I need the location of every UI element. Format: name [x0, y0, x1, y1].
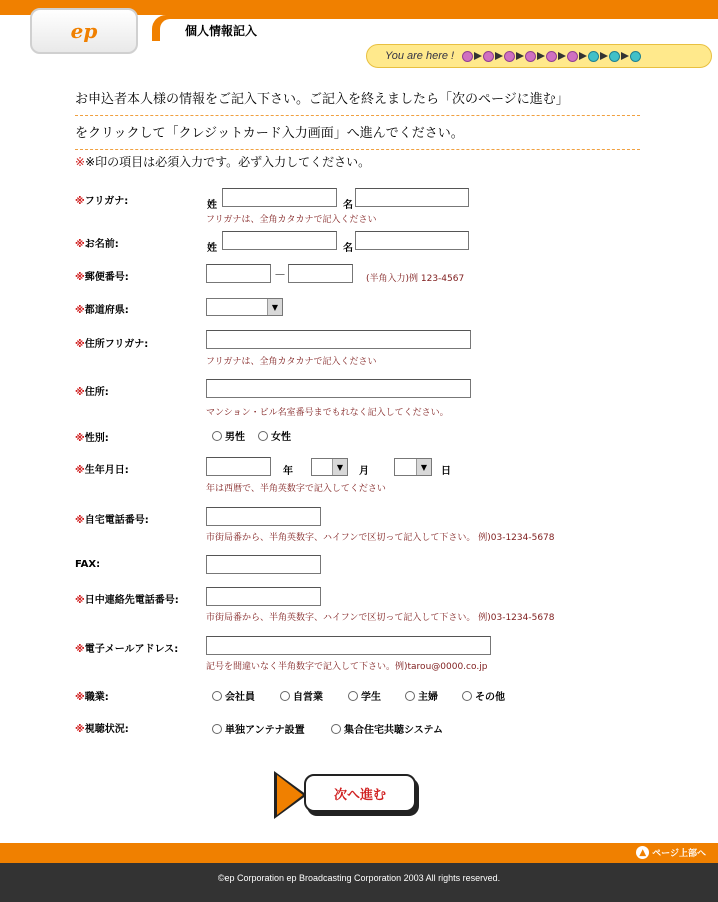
step-dot-2 — [483, 51, 494, 62]
arrow-up-icon: ▲ — [636, 846, 649, 859]
addr-kana-hint: フリガナは、全角カタカナで記入ください — [206, 357, 377, 367]
page-title: 個人情報記入 — [185, 24, 258, 38]
chevron-down-icon[interactable]: ▼ — [416, 459, 431, 475]
fax-label: FAX: — [75, 559, 101, 570]
intro-line-2: をクリックして「クレジットカード入力画面」へ進んでください。 — [75, 124, 640, 150]
addr-kana-label: ※住所フリガナ: — [75, 339, 149, 350]
radio-female[interactable] — [258, 431, 268, 441]
radio-housewife[interactable] — [405, 691, 415, 701]
progress-breadcrumb — [366, 44, 712, 68]
job-option-housewife[interactable]: 主婦 — [405, 688, 438, 703]
intro-text — [75, 90, 640, 158]
zip-hint: (半角入力)例 123-4567 — [366, 274, 465, 284]
addr-label: ※住所: — [75, 387, 109, 398]
job-option-self-employed[interactable]: 自営業 — [280, 688, 323, 703]
step-dot-4 — [525, 51, 536, 62]
radio-male[interactable] — [212, 431, 222, 441]
next-button-label[interactable]: 次へ進む — [304, 774, 416, 812]
addr-input[interactable] — [206, 379, 471, 398]
gender-option-male[interactable]: 男性 — [212, 428, 245, 443]
zip-first-input[interactable] — [206, 264, 271, 283]
job-option-other[interactable]: その他 — [462, 688, 505, 703]
pref-select[interactable] — [206, 298, 283, 316]
gender-label: ※性別: — [75, 433, 109, 444]
kana-sei-input[interactable] — [222, 188, 337, 207]
step-dot-1 — [462, 51, 473, 62]
radio-self-employed[interactable] — [280, 691, 290, 701]
zip-label: ※郵便番号: — [75, 272, 129, 283]
name-mei-label: 名 — [343, 243, 353, 254]
home-tel-input[interactable] — [206, 507, 321, 526]
name-sei-label: 姓 — [207, 243, 217, 254]
job-label: ※職業: — [75, 692, 109, 703]
day-tel-input[interactable] — [206, 587, 321, 606]
gender-option-female[interactable]: 女性 — [258, 428, 291, 443]
kana-sei-label: 姓 — [207, 200, 217, 211]
viewing-option-antenna[interactable]: 単独アンテナ設置 — [212, 721, 305, 736]
intro-line-1: お申込者本人様の情報をご記入下さい。ご記入を終えましたら「次のページに進む」 — [75, 90, 640, 116]
viewing-label: ※視聴状況: — [75, 724, 129, 735]
job-option-employee[interactable]: 会社員 — [212, 688, 255, 703]
step-dot-7 — [588, 51, 599, 62]
chevron-down-icon[interactable]: ▼ — [332, 459, 347, 475]
birth-day-unit: 日 — [441, 466, 451, 477]
copyright-footer: ©ep Corporation ep Broadcasting Corporation 2003 All rights reserved. — [0, 863, 718, 902]
pref-label: ※都道府県: — [75, 305, 129, 316]
addr-kana-input[interactable] — [206, 330, 471, 349]
radio-student[interactable] — [348, 691, 358, 701]
ep-logo[interactable] — [30, 8, 138, 54]
email-label: ※電子メールアドレス: — [75, 644, 179, 655]
radio-other[interactable] — [462, 691, 472, 701]
footer-orange-bar — [0, 843, 718, 863]
breadcrumb-label: You are here ! — [385, 50, 455, 62]
step-dot-9 — [630, 51, 641, 62]
day-tel-hint: 市街局番から、半角英数字、ハイフンで区切って記入して下さい。 例)03-1234-5678 — [206, 613, 555, 623]
radio-employee[interactable] — [212, 691, 222, 701]
logo-text: ep — [70, 19, 98, 43]
next-page-button[interactable] — [277, 773, 419, 817]
kana-hint: フリガナは、全角カタカナで記入ください — [206, 215, 377, 225]
birth-label: ※生年月日: — [75, 465, 129, 476]
birth-month-select[interactable] — [311, 458, 348, 476]
birth-day-select[interactable] — [394, 458, 432, 476]
email-input[interactable] — [206, 636, 491, 655]
step-dot-8 — [609, 51, 620, 62]
zip-second-input[interactable] — [288, 264, 353, 283]
home-tel-hint: 市街局番から、半角英数字、ハイフンで区切って記入して下さい。 例)03-1234-5678 — [206, 533, 555, 543]
step-dot-6 — [567, 51, 578, 62]
zip-dash: － — [274, 268, 287, 282]
birth-year-unit: 年 — [283, 466, 293, 477]
name-mei-input[interactable] — [355, 231, 469, 250]
addr-hint: マンション・ビル名室番号までもれなく記入してください。 — [206, 408, 449, 418]
name-sei-input[interactable] — [222, 231, 337, 250]
kana-mei-input[interactable] — [355, 188, 469, 207]
step-dot-5 — [546, 51, 557, 62]
page-top-link[interactable]: ▲ ページ上部へ — [636, 846, 706, 859]
birth-hint: 年は西暦で、半角英数字で記入してください — [206, 484, 386, 494]
chevron-down-icon[interactable]: ▼ — [267, 299, 282, 315]
step-dot-3 — [504, 51, 515, 62]
kana-label: ※フリガナ: — [75, 196, 129, 207]
name-label: ※お名前: — [75, 239, 119, 250]
radio-antenna[interactable] — [212, 724, 222, 734]
day-tel-label: ※日中連絡先電話番号: — [75, 595, 179, 606]
home-tel-label: ※自宅電話番号: — [75, 515, 149, 526]
birth-month-unit: 月 — [359, 466, 369, 477]
required-note: ※※印の項目は必須入力です。必ず入力してください。 — [75, 155, 371, 169]
email-hint: 記号を間違いなく半角数字で記入して下さい。例)tarou@0000.co.jp — [206, 662, 488, 672]
radio-shared[interactable] — [331, 724, 341, 734]
job-option-student[interactable]: 学生 — [348, 688, 381, 703]
birth-year-input[interactable] — [206, 457, 271, 476]
viewing-option-shared[interactable]: 集合住宅共聴システム — [331, 721, 443, 736]
fax-input[interactable] — [206, 555, 321, 574]
kana-mei-label: 名 — [343, 200, 353, 211]
